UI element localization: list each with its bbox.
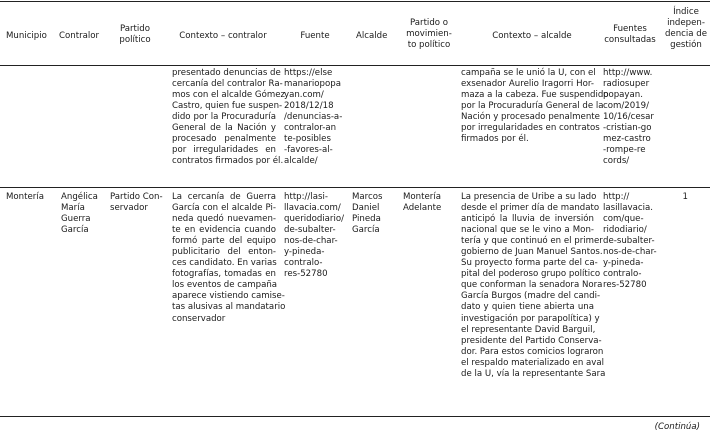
- row2-partido-politico: Partido Con- servador: [110, 192, 163, 214]
- row2-fuente: http://lasi- llavacia.com/ queridodiario/ de-subalter- nos-de-char- y-pineda- contralo- res-52780: [284, 192, 345, 280]
- header-indice: Índice indepen- dencia de gestión: [664, 7, 708, 50]
- row1-contexto-alcalde: campaña se le unió la U, con el exsenador Aurelio Iragorri Hor- maza a la cabeza. Fue suspendido por la Procuraduría General de la Nación y procesado penalmente por irregularidades en contratos firmados por él.: [461, 68, 609, 145]
- row2-alcalde: Marcos Daniel Pineda García: [352, 192, 383, 236]
- header-alcalde: Alcalde: [356, 31, 388, 41]
- header-municipio: Municipio: [6, 31, 47, 41]
- table-top-rule: [0, 1, 710, 2]
- row1-fuentes-consultadas: http://www. radiosuper popayan. com/2019/ 10/16/cesar -cristian-go mez-castro -rompe-re cords/: [603, 68, 654, 167]
- row2-contexto-alcalde: La presencia de Uribe a su lado desde el primer día de mandato anticipó la lluvia de inversión nacional que se le vino a Mon- tería y que continuó en el primer gobierno de Juan Manuel Santos. Su proyecto forma parte del ca- pital del poderoso grupo político que conforman la senadora Nora García Burgos (madre del candi- dato y quien tiene abierta una investigación por parapolítica) y el representante David Barguil, presidente del Partido Conserva- dor. Para estos comicios lograron el respaldo materializado en aval de la U, vía la representante Sara: [461, 192, 606, 379]
- header-contexto-alcalde: Contexto – alcalde: [492, 31, 572, 41]
- header-fuente: Fuente: [300, 31, 330, 41]
- header-contralor: Contralor: [59, 31, 100, 41]
- row-separator-rule: [0, 187, 710, 188]
- row1-contexto-contralor: presentado denuncias de cercanía del contralor Ra- mos con el alcalde Gómez Castro, quien fue suspen- dido por la Procuraduría General de la Nación y procesado penalmente por irregularidades en contratos firmados por él.: [172, 68, 285, 167]
- header-partido-politico: Partido político: [119, 24, 151, 45]
- row2-indice: 1: [682, 192, 688, 202]
- row2-contexto-contralor: La cercanía de Guerra García con el alcalde Pi- neda quedó nuevamen- te en evidencia cuando formó parte del equipo publicitario del enton- ces candidato. En varias fotografías, tomadas en los eventos de campaña aparece vistiendo camise- tas alusivas al mandatario conservador: [172, 192, 286, 324]
- continua-note: (Continúa): [654, 422, 700, 432]
- header-fuentes-consultadas: Fuentes consultadas: [604, 24, 656, 45]
- row2-contralor: Angélica María Guerra García: [61, 192, 98, 236]
- header-partido-movimiento: Partido o movimien- to político: [406, 18, 452, 50]
- table-bottom-rule: [0, 416, 710, 417]
- row2-fuentes-consultadas: http:// lasillavacia. com/que- ridodiario/ de-subalter- nos-de-char- y-pineda- contralo- res-52780: [603, 192, 657, 291]
- header-contexto-contralor: Contexto – contralor: [179, 31, 267, 41]
- header-bottom-rule: [0, 65, 710, 66]
- row2-partido-movimiento: Montería Adelante: [403, 192, 442, 214]
- row1-fuente: https://else manariopopa yan.com/ 2018/12/18 /denuncias-a- contralor-an te-posibles -favores-al- alcalde/: [284, 68, 343, 167]
- row2-municipio: Montería: [6, 192, 44, 202]
